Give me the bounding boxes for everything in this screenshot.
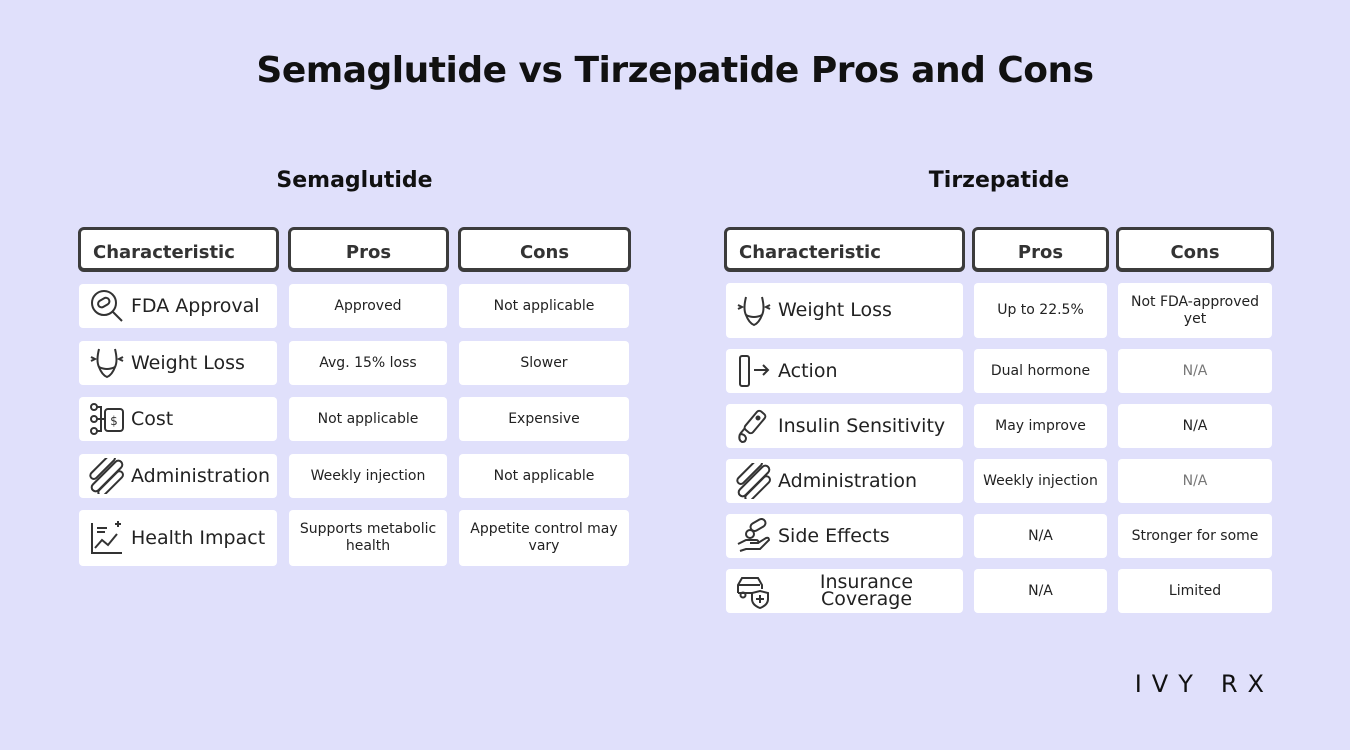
weight-loss-icon xyxy=(89,345,125,381)
cons-cell: Expensive xyxy=(459,397,629,441)
tirzepatide-title: Tirzepatide xyxy=(928,168,1070,193)
table-row-weight-loss xyxy=(726,283,963,338)
characteristic-label: Weight Loss xyxy=(131,351,245,374)
tirz-header-pros: Pros xyxy=(972,227,1109,271)
pros-cell: Weekly injection xyxy=(289,454,447,498)
characteristic-label: Side Effects xyxy=(778,524,890,547)
table-row-administration xyxy=(79,454,277,498)
sema-header-pros: Pros xyxy=(288,227,449,271)
health-chart-icon xyxy=(89,520,125,556)
pros-cell: N/A xyxy=(974,569,1107,613)
fda-approval-icon xyxy=(89,288,125,324)
cons-cell: Slower xyxy=(459,341,629,385)
cons-cell: Limited xyxy=(1118,569,1272,613)
pros-cell: N/A xyxy=(974,514,1107,558)
ivy-rx-logo xyxy=(1135,670,1274,698)
characteristic-label: Insulin Sensitivity xyxy=(778,414,946,437)
semaglutide-title: Semaglutide xyxy=(276,168,433,193)
pros-cell: May improve xyxy=(974,404,1107,448)
characteristic-label: Weight Loss xyxy=(778,299,892,321)
pros-cell: Avg. 15% loss xyxy=(289,341,447,385)
insurance-car-icon xyxy=(736,573,772,609)
page-title: Semaglutide vs Tirzepatide Pros and Cons xyxy=(256,50,1094,91)
tirz-header-characteristic: Characteristic xyxy=(724,227,965,271)
pros-cell: Supports metabolic health xyxy=(289,510,447,566)
characteristic-label: Health Impact xyxy=(131,526,266,549)
cons-cell: N/A xyxy=(1118,404,1272,448)
cons-cell: N/A xyxy=(1118,459,1272,503)
characteristic-label: Action xyxy=(778,359,838,382)
injection-pen-icon xyxy=(89,458,125,494)
glucose-meter-icon xyxy=(736,408,772,444)
pill-hand-icon xyxy=(736,518,772,554)
characteristic-label: Administration xyxy=(131,464,271,487)
characteristic-label: Administration xyxy=(778,469,918,492)
pros-cell: Up to 22.5% xyxy=(974,283,1107,338)
tirz-header-cons: Cons xyxy=(1116,227,1274,271)
table-row-action xyxy=(726,349,963,393)
logo-part-ivy: IVY xyxy=(1134,670,1203,698)
cons-cell: Stronger for some xyxy=(1118,514,1272,558)
cons-cell: Not applicable xyxy=(459,454,629,498)
sema-header-characteristic: Characteristic xyxy=(78,227,279,271)
pros-cell: Approved xyxy=(289,284,447,328)
table-row-insulin-sensitivity xyxy=(726,404,963,448)
characteristic-label: Insurance Coverage xyxy=(819,571,914,610)
characteristic-label: FDA Approval xyxy=(131,294,260,317)
cost-icon xyxy=(89,401,125,437)
table-row-fda-approval xyxy=(79,284,277,328)
cons-cell: N/A xyxy=(1118,349,1272,393)
action-arrow-icon xyxy=(736,353,772,389)
svg-text:$: $ xyxy=(110,414,118,428)
logo-part-rx: RX xyxy=(1220,670,1274,698)
sema-header-cons: Cons xyxy=(458,227,631,271)
table-row-health-impact xyxy=(79,510,277,566)
pros-cell: Weekly injection xyxy=(974,459,1107,503)
characteristic-label: Cost xyxy=(131,407,174,430)
table-row-side-effects xyxy=(726,514,963,558)
table-row-weight-loss xyxy=(79,341,277,385)
pros-cell: Not applicable xyxy=(289,397,447,441)
cons-cell: Not FDA-approved yet xyxy=(1118,283,1272,338)
injection-pen-icon xyxy=(736,463,772,499)
cons-cell: Appetite control may vary xyxy=(459,510,629,566)
pros-cell: Dual hormone xyxy=(974,349,1107,393)
weight-loss-icon xyxy=(736,293,772,329)
table-row-administration xyxy=(726,459,963,503)
table-row-insurance-coverage xyxy=(726,569,963,613)
cons-cell: Not applicable xyxy=(459,284,629,328)
table-row-cost xyxy=(79,397,277,441)
